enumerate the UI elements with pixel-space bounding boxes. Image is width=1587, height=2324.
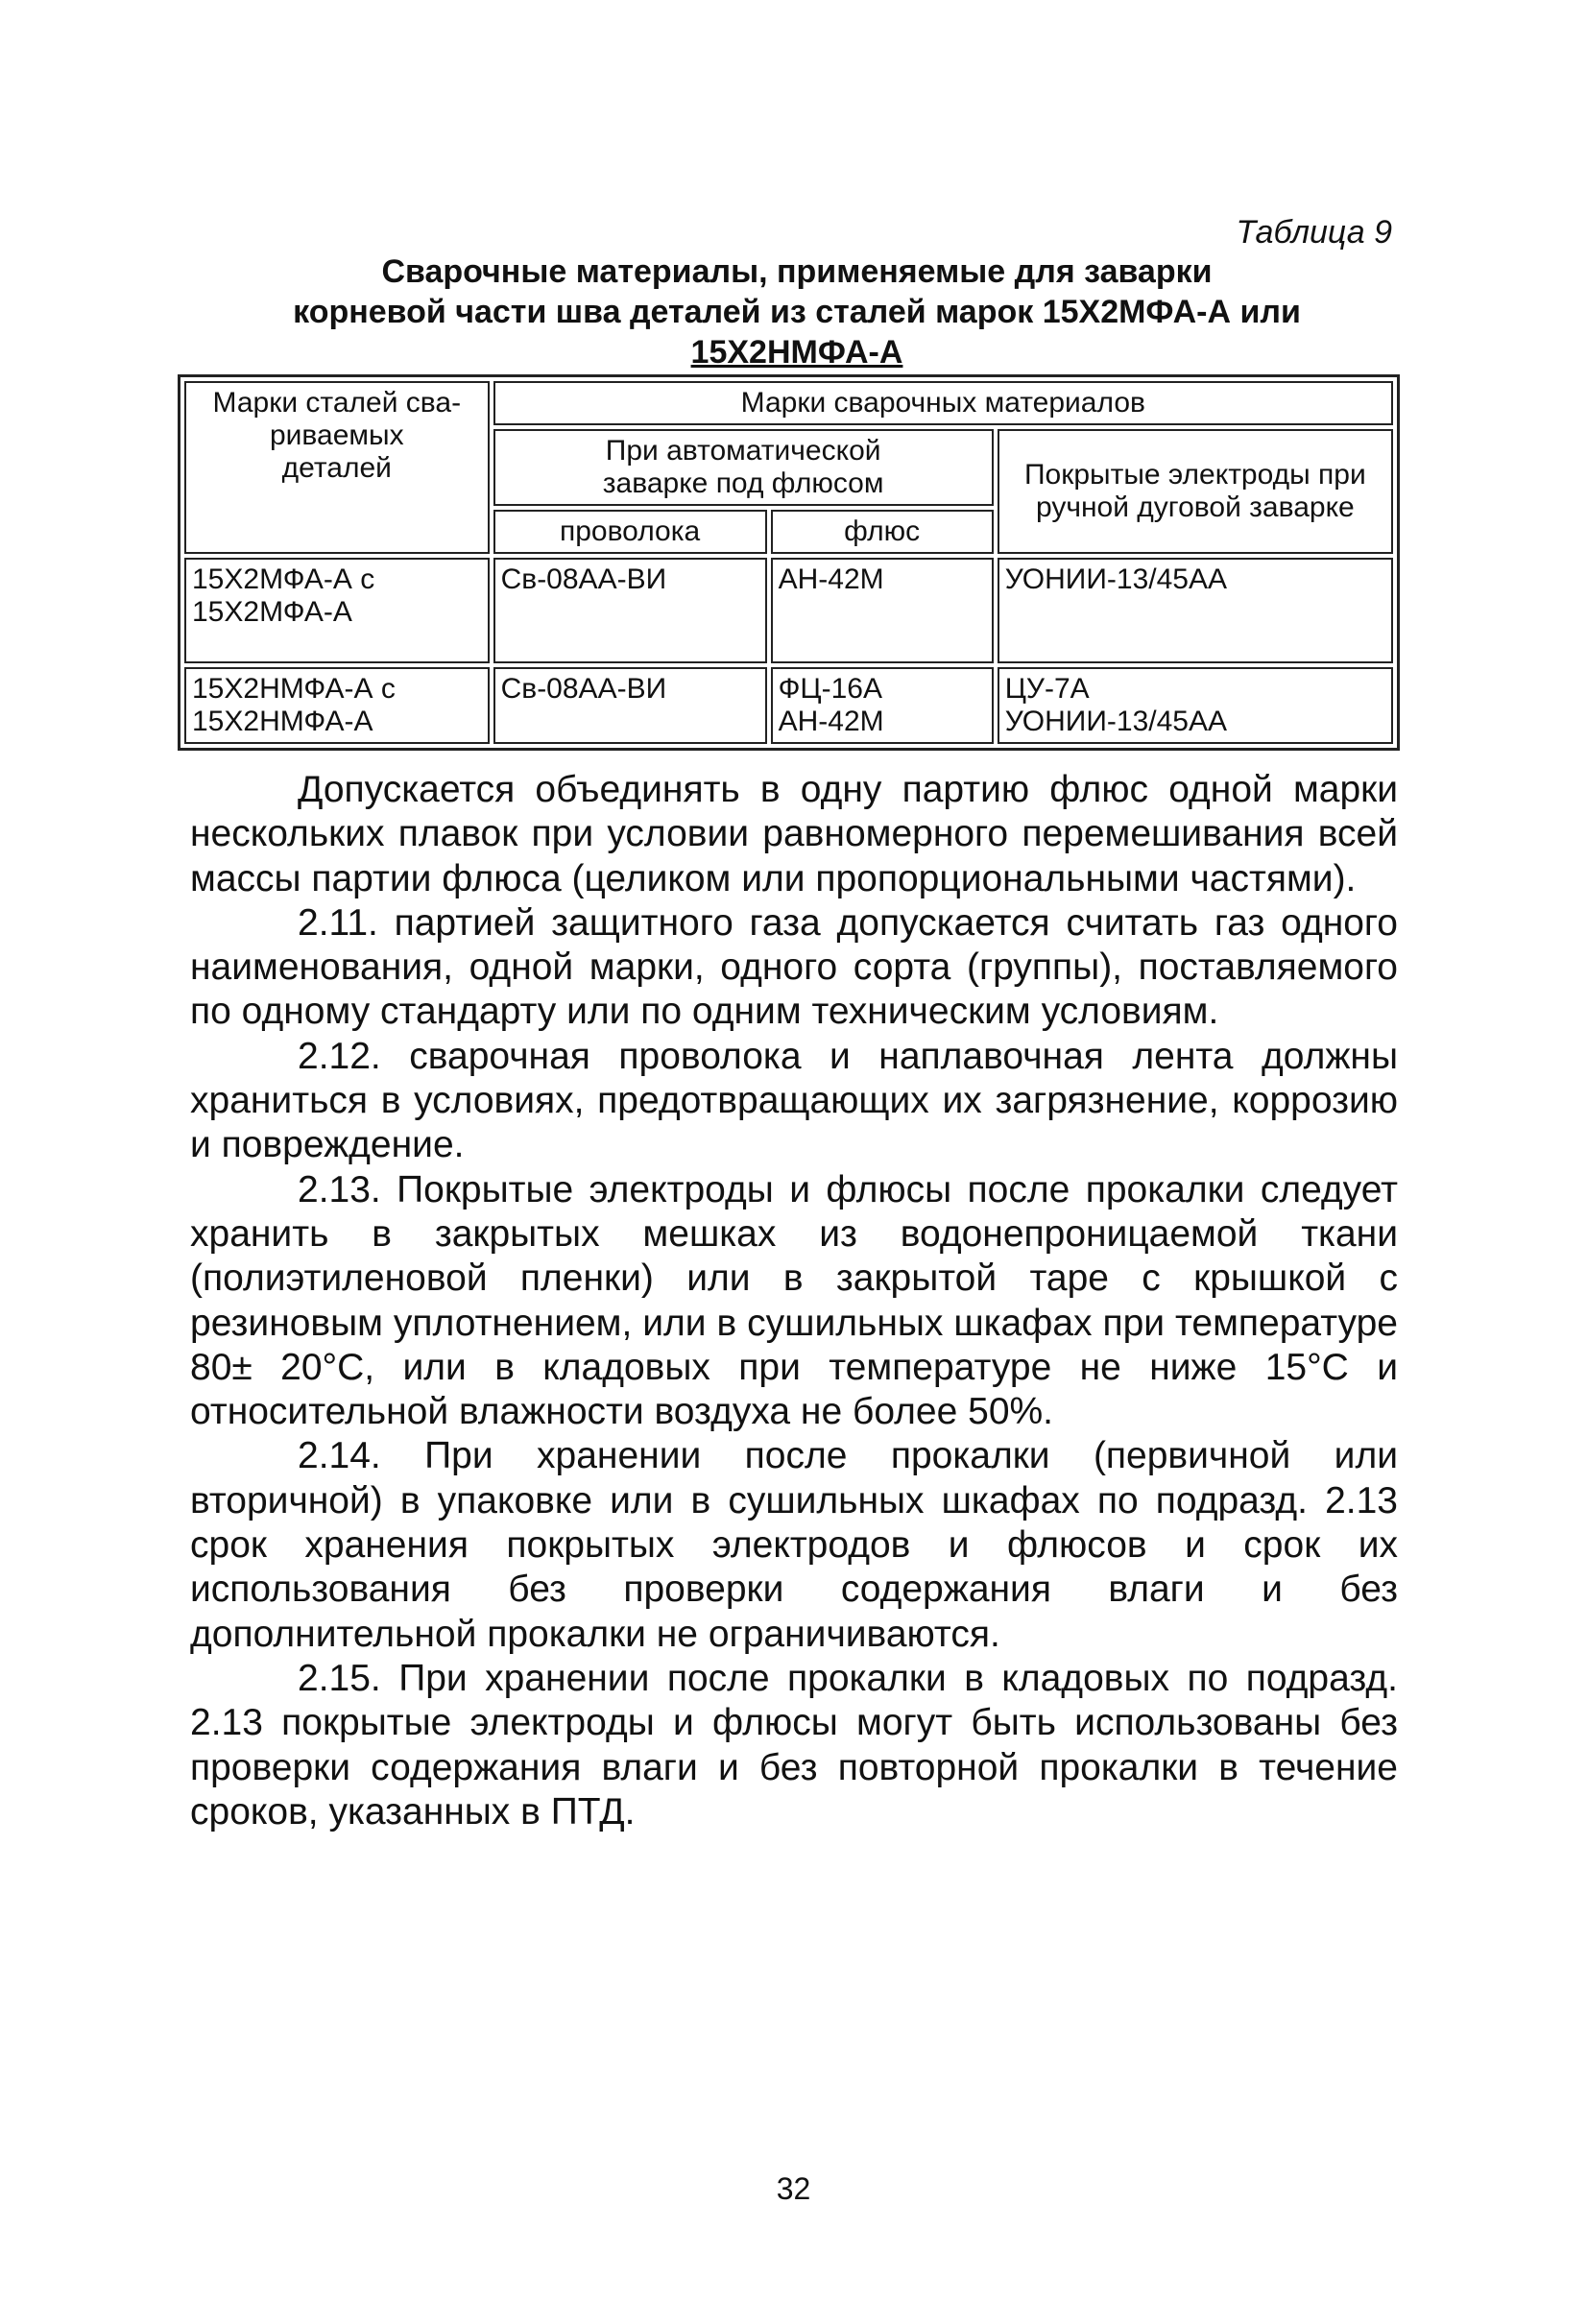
paragraph-2-11: 2.11. партией защитного газа допускается считать газ одного наименования, одной марки, одного сорта (группы), поставляемого по одному стандарту или по одним техническим условиям.	[190, 901, 1398, 1033]
cell-steel: 15Х2МФА-А с 15Х2МФА-А	[184, 558, 490, 663]
cell-electrodes: ЦУ-7А УОНИИ-13/45АА	[998, 667, 1393, 744]
paragraph-2-13: 2.13. Покрытые электроды и флюсы после прокалки следует хранить в закрытых мешках из водонепроницаемой ткани (полиэтиленовой пленки) или в закрытой таре с крышкой с резиновым уплотнением, или в сушильных шкафах при температуре 80± 20°С, или в кладовых при температуре не ниже 15°С и относительной влажности воздуха не более 50%.	[190, 1168, 1398, 1433]
paragraph-2-12: 2.12. сварочная проволока и наплавочная лента должны храниться в условиях, предотвращающих их загрязнение, коррозию и повреждение.	[190, 1035, 1398, 1166]
cell-electrodes: УОНИИ-13/45АА	[998, 558, 1393, 663]
cell-steel: 15Х2НМФА-А с 15Х2НМФА-А	[184, 667, 490, 744]
header-automatic-welding: При автоматической заварке под флюсом	[493, 429, 994, 506]
paragraph-2-14: 2.14. При хранении после прокалки (первичной или вторичной) в упаковке или в сушильных шкафах по подразд. 2.13 срок хранения покрытых электродов и флюсов и срок их использования без проверки содержания влаги и без дополнительной прокалки не ограничиваются.	[190, 1435, 1398, 1655]
header-flux: флюс	[771, 510, 994, 554]
table-row	[184, 558, 1393, 663]
table-title-line: 15Х2НМФА-А	[690, 334, 903, 371]
cell-wire: Св-08АА-ВИ	[493, 667, 767, 744]
header-wire: проволока	[493, 510, 767, 554]
page-number: 32	[776, 2171, 811, 2206]
table-title	[173, 252, 1421, 372]
table-title-line: корневой части шва деталей из сталей марок 15Х2МФА-А или	[293, 294, 1301, 330]
header-welding-materials: Марки сварочных материалов	[493, 381, 1393, 425]
header-steel-grades: Марки сталей сва- риваемых деталей	[184, 381, 490, 554]
cell-flux: АН-42М	[771, 558, 994, 663]
welding-materials-table	[178, 374, 1400, 751]
header-covered-electrodes: Покрытые электроды при ручной дуговой заварке	[998, 429, 1393, 554]
table-title-line: Сварочные материалы, применяемые для заварки	[381, 253, 1213, 290]
paragraph: Допускается объединять в одну партию флюс одной марки нескольких плавок при условии равномерного перемешивания всей массы партии флюса (целиком или пропорциональными частями).	[190, 769, 1398, 899]
table-row	[184, 667, 1393, 744]
paragraph-2-15: 2.15. При хранении после прокалки в кладовых по подразд. 2.13 покрытые электроды и флюсы могут быть использованы без проверки содержания влаги и без повторной прокалки в течение сроков, указанных в ПТД.	[190, 1657, 1398, 1833]
body-text	[190, 768, 1398, 1834]
cell-flux: ФЦ-16А АН-42М	[771, 667, 994, 744]
cell-wire: Св-08АА-ВИ	[493, 558, 767, 663]
table-header-row	[184, 381, 1393, 425]
table-label: Таблица 9	[1236, 214, 1392, 251]
